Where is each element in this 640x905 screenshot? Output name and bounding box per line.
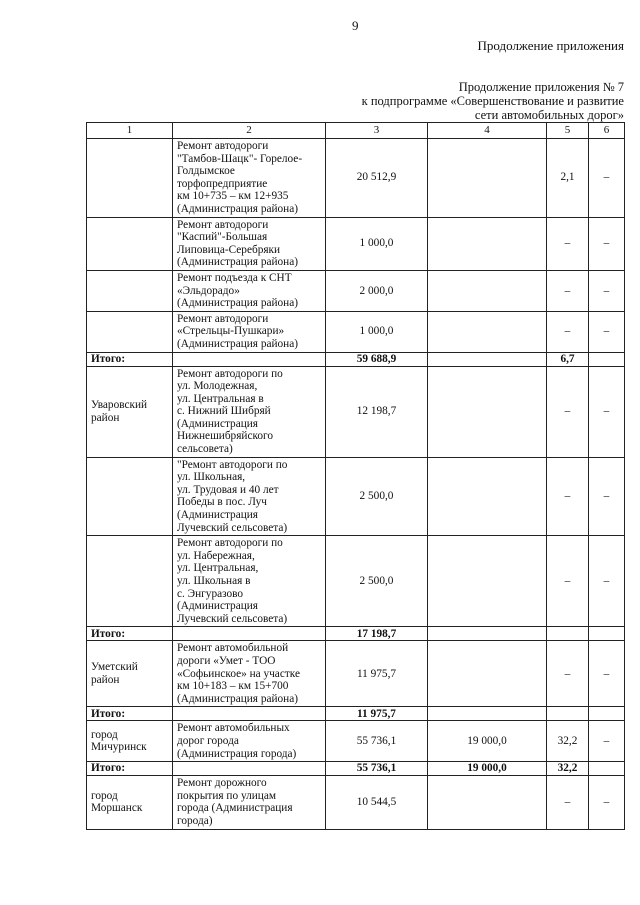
description-line: Ремонт автомобильной (177, 642, 289, 655)
total-row (87, 627, 625, 641)
value-col5-cell (547, 707, 589, 721)
description-line: Ремонт автодороги по (177, 537, 283, 550)
value-col5-cell (547, 627, 589, 641)
value-col5-cell: – (547, 536, 589, 627)
district-cell: Итого: (87, 707, 173, 721)
value-col6-cell (589, 707, 625, 721)
value-col6-cell: – (589, 721, 625, 762)
amount-cell: 2 500,0 (326, 536, 428, 627)
amount-cell: 1 000,0 (326, 311, 428, 352)
column-header: 4 (428, 123, 547, 139)
district-cell: город Моршанск (87, 776, 173, 829)
description-line: Липовица-Серебряки (177, 243, 281, 256)
column-header: 2 (173, 123, 326, 139)
column-header: 6 (589, 123, 625, 139)
description-line: Лучевский сельсовета) (177, 612, 288, 625)
work-description-cell (173, 139, 326, 218)
description-line: дорог города (177, 734, 239, 747)
amount-cell: 2 000,0 (326, 270, 428, 311)
table-row (87, 457, 625, 536)
district-cell (87, 270, 173, 311)
table-row (87, 776, 625, 829)
value-col5-cell: – (547, 217, 589, 270)
description-line: Ремонт автодороги (177, 218, 269, 231)
description-line: ул. Школьная в (177, 575, 251, 587)
work-description-cell (173, 762, 326, 776)
description-line: (Администрация города) (177, 747, 297, 760)
appendix-heading-line: сети автомобильных дорог» (474, 108, 624, 122)
description-line: «Эльдорадо» (177, 284, 240, 297)
value-col5-cell: 2,1 (547, 139, 589, 218)
description-line: (Администрация района) (177, 202, 298, 215)
table-row (87, 536, 625, 627)
table-row (87, 139, 625, 218)
description-line: ул. Набережная, (177, 549, 255, 562)
table-body (87, 123, 625, 830)
district-cell (87, 457, 173, 536)
value-col5-cell: – (547, 641, 589, 707)
amount-col4-cell: 19 000,0 (428, 762, 547, 776)
district-cell: Уваровский район (87, 366, 173, 457)
amount-col4-cell (428, 366, 547, 457)
table-row (87, 641, 625, 707)
work-description-cell (173, 352, 326, 366)
amount-cell: 17 198,7 (326, 627, 428, 641)
description-line: Ремонт автодороги (177, 140, 269, 152)
table-header-row (87, 123, 625, 139)
description-line: ул. Центральная в (177, 392, 264, 405)
description-line: Ремонт автодороги (177, 312, 269, 325)
description-line: (Администрация (177, 417, 258, 430)
table-row (87, 217, 625, 270)
description-line: (Администрация района) (177, 297, 298, 310)
amount-col4-cell: 19 000,0 (428, 721, 547, 762)
amount-cell: 59 688,9 (326, 352, 428, 366)
district-cell: город Мичуринск (87, 721, 173, 762)
description-line: Победы в пос. Луч (177, 496, 267, 509)
description-line: ул. Центральная, (177, 562, 259, 575)
amount-col4-cell (428, 270, 547, 311)
description-line: (Администрация района) (177, 337, 298, 350)
page-number: 9 (352, 18, 359, 33)
amount-cell: 10 544,5 (326, 776, 428, 829)
district-cell (87, 536, 173, 627)
value-col5-cell: – (547, 270, 589, 311)
value-col6-cell: – (589, 311, 625, 352)
district-cell: Итого: (87, 627, 173, 641)
description-line: Ремонт подъезда к СНТ (177, 271, 292, 284)
work-description-cell (173, 311, 326, 352)
value-col5-cell: – (547, 366, 589, 457)
description-line: км 10+183 – км 15+700 (177, 680, 289, 693)
description-line: Ремонт дорожного (177, 777, 267, 790)
description-line: с. Нижний Шибряй (177, 405, 271, 418)
description-line: ул. Школьная, (177, 471, 246, 484)
description-line: (Администрация района) (177, 256, 298, 269)
amount-cell: 55 736,1 (326, 762, 428, 776)
work-description-cell (173, 721, 326, 762)
description-line: Ремонт автодороги по (177, 367, 283, 380)
total-row (87, 707, 625, 721)
table-row (87, 270, 625, 311)
column-header: 3 (326, 123, 428, 139)
district-cell (87, 217, 173, 270)
description-line: Лучевский сельсовета) (177, 521, 288, 534)
work-description-cell (173, 536, 326, 627)
appendix-heading (294, 80, 624, 122)
district-cell (87, 139, 173, 218)
value-col5-cell: – (547, 776, 589, 829)
value-col6-cell: – (589, 217, 625, 270)
amount-col4-cell (428, 217, 547, 270)
description-line: Голдымское (177, 165, 235, 178)
amount-cell: 20 512,9 (326, 139, 428, 218)
column-header: 5 (547, 123, 589, 139)
value-col6-cell: – (589, 366, 625, 457)
table-row (87, 721, 625, 762)
continuation-label: Продолжение приложения (477, 38, 624, 53)
work-description-cell (173, 270, 326, 311)
description-line: (Администрация (177, 509, 258, 522)
description-line: км 10+735 – км 12+935 (177, 190, 289, 203)
amount-cell: 1 000,0 (326, 217, 428, 270)
amount-col4-cell (428, 352, 547, 366)
description-line: "Тамбов-Шацк"- Горелое- (177, 152, 303, 165)
value-col6-cell: – (589, 270, 625, 311)
description-line: покрытия по улицам (177, 789, 276, 802)
work-description-cell (173, 707, 326, 721)
value-col5-cell: 6,7 (547, 352, 589, 366)
description-line: Ремонт автомобильных (177, 722, 290, 735)
description-line: Нижнешибряйского (177, 430, 274, 443)
amount-cell: 11 975,7 (326, 707, 428, 721)
description-line: ул. Трудовая и 40 лет (177, 483, 279, 496)
work-description-cell (173, 776, 326, 829)
work-description-cell (173, 366, 326, 457)
description-line: "Каспий"-Большая (177, 231, 268, 244)
appendix-heading-line: Продолжение приложения № 7 (458, 80, 624, 94)
amount-col4-cell (428, 536, 547, 627)
amount-col4-cell (428, 707, 547, 721)
value-col6-cell: – (589, 457, 625, 536)
amount-col4-cell (428, 641, 547, 707)
amount-col4-cell (428, 139, 547, 218)
appendix-heading-line: к подпрограмме «Совершенствование и развитие (361, 94, 624, 108)
table-row (87, 366, 625, 457)
value-col5-cell: 32,2 (547, 762, 589, 776)
description-line: ул. Молодежная, (177, 380, 258, 393)
description-line: торфопредприятие (177, 177, 268, 190)
work-description-cell (173, 217, 326, 270)
district-cell: Итого: (87, 762, 173, 776)
description-line: «Софьинское» на участке (177, 667, 300, 680)
description-line: города (Администрация (177, 802, 293, 815)
value-col6-cell (589, 762, 625, 776)
work-description-cell (173, 641, 326, 707)
district-cell: Итого: (87, 352, 173, 366)
description-line: "Ремонт автодороги по (177, 458, 288, 471)
description-line: «Стрельцы-Пушкари» (177, 325, 285, 338)
table-row (87, 311, 625, 352)
value-col6-cell: – (589, 776, 625, 829)
amount-cell: 55 736,1 (326, 721, 428, 762)
district-cell (87, 311, 173, 352)
description-line: (Администрация (177, 600, 258, 613)
district-cell: Уметский район (87, 641, 173, 707)
value-col6-cell (589, 352, 625, 366)
value-col6-cell: – (589, 641, 625, 707)
total-row (87, 352, 625, 366)
work-description-cell (173, 627, 326, 641)
description-line: сельсовета) (177, 443, 233, 456)
description-line: дороги «Умет - ТОО (177, 654, 276, 667)
value-col5-cell: – (547, 457, 589, 536)
appendix-table (86, 122, 625, 830)
amount-col4-cell (428, 627, 547, 641)
amount-cell: 11 975,7 (326, 641, 428, 707)
value-col6-cell: – (589, 536, 625, 627)
amount-col4-cell (428, 457, 547, 536)
description-line: с. Энгуразово (177, 587, 244, 600)
value-col5-cell: – (547, 311, 589, 352)
column-header: 1 (87, 123, 173, 139)
value-col5-cell: 32,2 (547, 721, 589, 762)
description-line: (Администрация района) (177, 692, 298, 705)
total-row (87, 762, 625, 776)
description-line: города) (177, 814, 213, 827)
amount-cell: 2 500,0 (326, 457, 428, 536)
amount-cell: 12 198,7 (326, 366, 428, 457)
amount-col4-cell (428, 311, 547, 352)
value-col6-cell (589, 627, 625, 641)
work-description-cell (173, 457, 326, 536)
value-col6-cell: – (589, 139, 625, 218)
amount-col4-cell (428, 776, 547, 829)
